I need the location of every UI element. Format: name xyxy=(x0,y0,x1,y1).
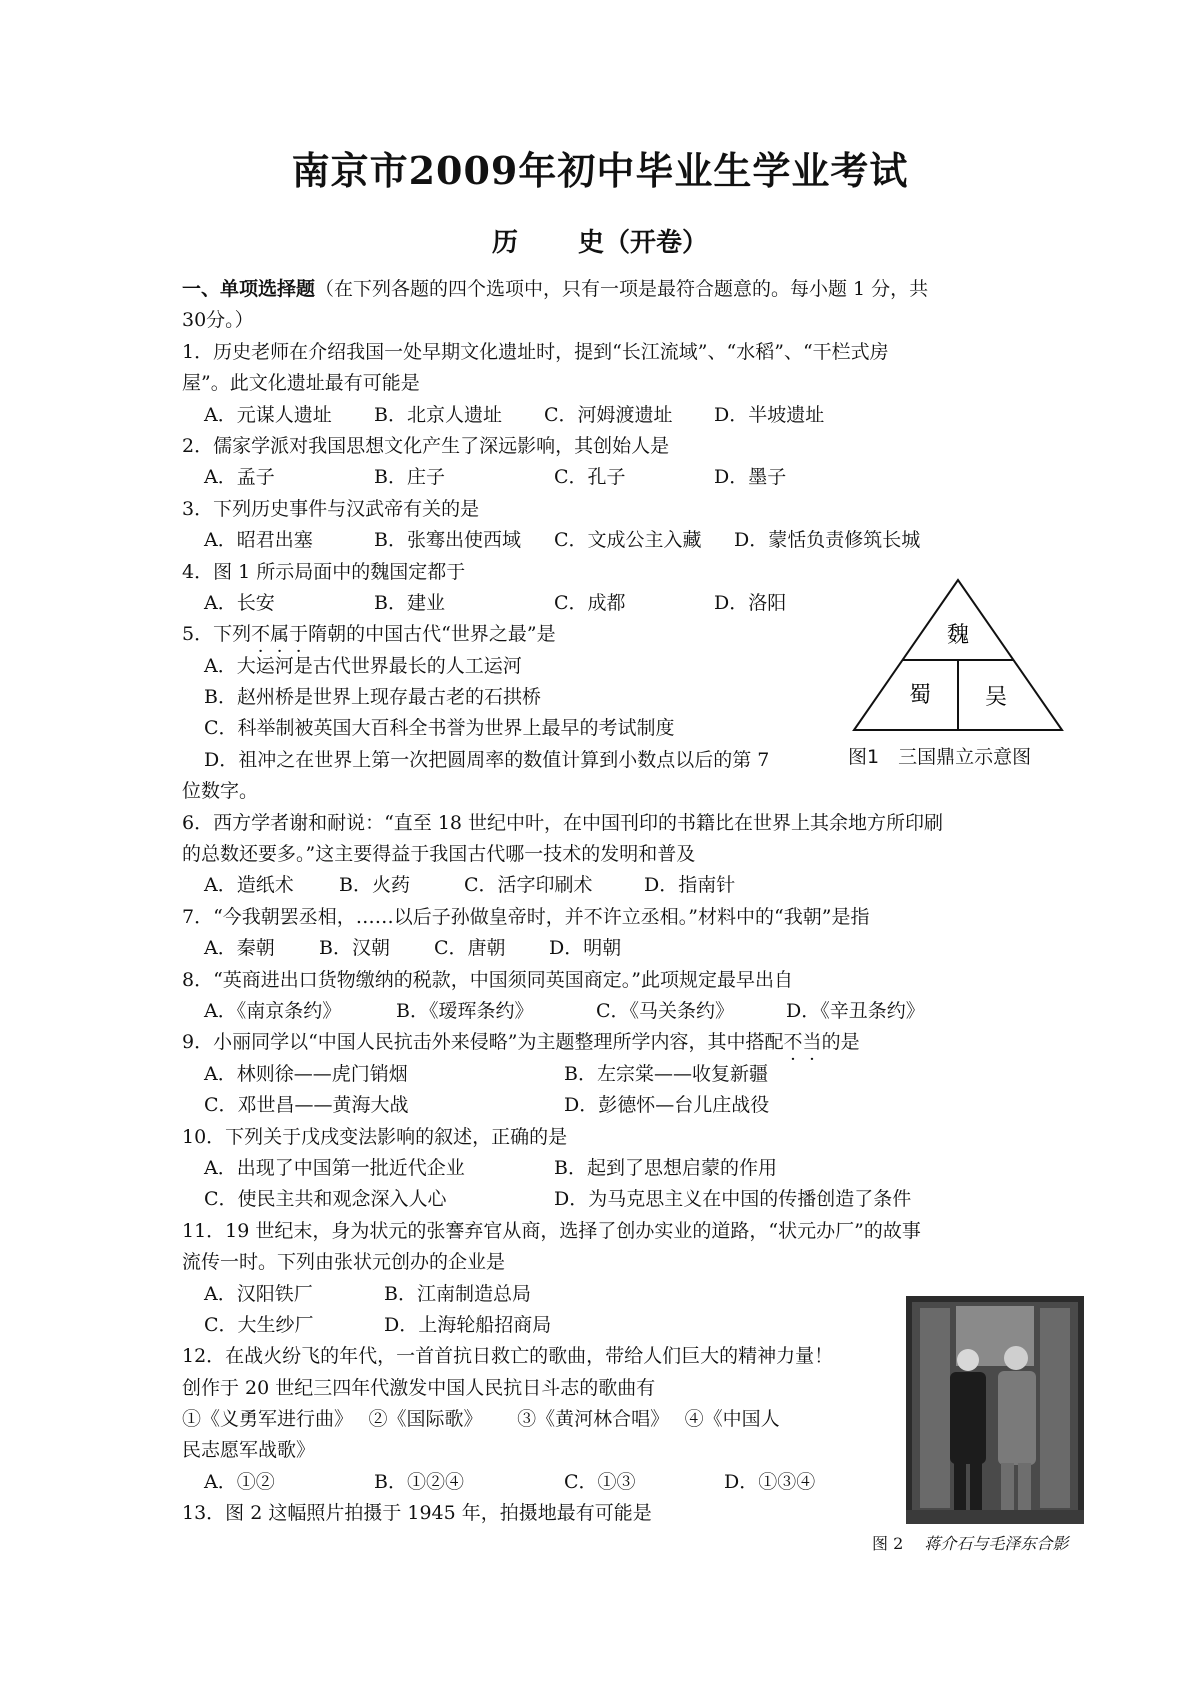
photo-icon xyxy=(906,1296,1084,1524)
option-a[interactable]: A．秦朝 xyxy=(204,937,275,960)
emphasis-char: 于 xyxy=(289,623,309,646)
figure-1-label-wu: 吴 xyxy=(984,685,1008,710)
question-5-option-c[interactable]: C．科举制被英国大百科全书誉为世界上最早的考试制度 xyxy=(204,717,675,740)
page-title: 南京市2009年初中毕业生学业考试 xyxy=(291,148,909,193)
question-4-stem: 4．图 1 所示局面中的魏国定都于 xyxy=(182,560,466,583)
option-a[interactable]: A．造纸术 xyxy=(204,874,294,897)
question-13-stem: 13．图 2 这幅照片拍摄于 1945 年，拍摄地最有可能是 xyxy=(182,1502,652,1525)
option-b[interactable]: B．左宗棠——收复新疆 xyxy=(564,1062,768,1085)
option-b[interactable]: B．起到了思想启蒙的作用 xyxy=(554,1156,777,1179)
option-a[interactable]: A．林则徐——虎门销烟 xyxy=(204,1062,408,1085)
question-12-stem: 12．在战火纷飞的年代，一首首抗日救亡的歌曲，带给人们巨大的精神力量！ xyxy=(182,1345,834,1368)
option-c[interactable]: C．孔子 xyxy=(554,466,626,489)
question-11-options-row1 xyxy=(182,1279,1022,1310)
option-b[interactable]: B．庄子 xyxy=(374,466,445,489)
section-instructions-cont: 30分。） xyxy=(182,309,254,332)
option-a[interactable]: A．长安 xyxy=(204,591,275,614)
question-6-stem: 6．西方学者谢和耐说：“直至 18 世纪中叶，在中国刊印的书籍比在世界上其余地方所印刷 xyxy=(182,811,944,834)
question-10-stem: 10．下列关于戊戌变法影响的叙述，正确的是 xyxy=(182,1125,568,1148)
option-a[interactable]: A．《南京条约》 xyxy=(204,999,342,1022)
option-b[interactable]: B．建业 xyxy=(374,591,445,614)
option-a[interactable]: A．孟子 xyxy=(204,466,275,489)
question-2-options xyxy=(182,462,1022,493)
option-a[interactable]: A．元谋人遗址 xyxy=(204,403,332,426)
question-5-option-d[interactable]: D．祖冲之在世界上第一次把圆周率的数值计算到小数点以后的第 7 xyxy=(204,748,770,771)
option-d[interactable]: D．彭德怀—台儿庄战役 xyxy=(564,1094,770,1117)
option-c[interactable]: C．①③ xyxy=(564,1470,636,1493)
section-heading-line xyxy=(182,274,1022,305)
emphasis-char: 不 xyxy=(251,623,271,646)
emphasis-char: 属 xyxy=(270,623,290,646)
option-c[interactable]: C．河姆渡遗址 xyxy=(544,403,673,426)
option-c[interactable]: C．使民主共和观念深入人心 xyxy=(204,1188,447,1211)
option-d[interactable]: D．①③④ xyxy=(724,1470,816,1493)
question-9-stem-post: 的是 xyxy=(821,1031,860,1054)
option-d[interactable]: D．半坡遗址 xyxy=(714,403,825,426)
option-c[interactable]: C．邓世昌——黄海大战 xyxy=(204,1094,409,1117)
option-d[interactable]: D．为马克思主义在中国的传播创造了条件 xyxy=(554,1188,912,1211)
question-1-stem: 1．历史老师在介绍我国一处早期文化遗址时，提到“长江流域”、“水稻”、“干栏式房 xyxy=(182,340,889,363)
option-c[interactable]: C．成都 xyxy=(554,591,626,614)
figure-2-caption-label: 图 2 xyxy=(872,1534,904,1553)
question-5-stem-pre: 5．下列 xyxy=(182,623,252,646)
question-1-options xyxy=(182,400,1022,431)
question-list xyxy=(182,274,1022,1530)
option-b[interactable]: B．江南制造总局 xyxy=(384,1282,531,1305)
option-d[interactable]: D．《辛丑条约》 xyxy=(786,999,925,1022)
option-d[interactable]: D．蒙恬负责修筑长城 xyxy=(734,529,921,552)
option-a[interactable]: A．①② xyxy=(204,1470,275,1493)
question-6-options xyxy=(182,870,1022,901)
option-d[interactable]: D．明朝 xyxy=(549,937,622,960)
emphasis-char: 不 xyxy=(783,1031,803,1054)
section-instructions: （在下列各题的四个选项中，只有一项是最符合题意的。每小题 1 分，共 xyxy=(315,278,929,300)
option-d[interactable]: D．上海轮船招商局 xyxy=(384,1313,552,1336)
question-12-items: ①《义勇军进行曲》 ②《国际歌》 ③《黄河林合唱》 ④《中国人 xyxy=(182,1408,780,1431)
figure-1-caption: 图1 三国鼎立示意图 xyxy=(848,746,1032,768)
option-b[interactable]: B．①②④ xyxy=(374,1470,464,1493)
question-3-options xyxy=(182,525,1022,556)
option-b[interactable]: B．北京人遗址 xyxy=(374,403,502,426)
figure-1-label-shu: 蜀 xyxy=(908,683,932,708)
question-11-options-row2 xyxy=(182,1310,1022,1341)
option-c[interactable]: C．《马关条约》 xyxy=(596,999,735,1022)
question-12-items-cont: 民志愿军战歌》 xyxy=(182,1439,316,1462)
option-a[interactable]: A．汉阳铁厂 xyxy=(204,1282,313,1305)
option-c[interactable]: C．唐朝 xyxy=(434,937,506,960)
option-c[interactable]: C．活字印刷术 xyxy=(464,874,593,897)
question-5-option-d-cont: 位数字。 xyxy=(182,780,259,803)
question-3-stem: 3．下列历史事件与汉武帝有关的是 xyxy=(182,497,480,520)
question-9-emphasis xyxy=(784,1031,822,1053)
figure-2-photo xyxy=(906,1296,1084,1524)
question-1-stem-cont: 屋”。此文化遗址最有可能是 xyxy=(182,372,420,395)
emphasis-char: 当 xyxy=(802,1031,822,1054)
question-12-options xyxy=(182,1467,1022,1498)
question-8-stem: 8．“英商进出口货物缴纳的税款，中国须同英国商定。”此项规定最早出自 xyxy=(182,968,794,991)
figure-1-label-wei: 魏 xyxy=(946,623,970,648)
option-c[interactable]: C．大生纱厂 xyxy=(204,1313,314,1336)
option-b[interactable]: B．张骞出使西域 xyxy=(374,529,521,552)
question-9-options-row1 xyxy=(182,1059,1022,1090)
question-5-stem-post: 隋朝的中国古代“世界之最”是 xyxy=(308,623,556,646)
option-b[interactable]: B．火药 xyxy=(339,874,410,897)
question-6-stem-cont: 的总数还要多。”这主要得益于我国古代哪一技术的发明和普及 xyxy=(182,843,696,866)
question-5-emphasis xyxy=(251,623,308,645)
option-d[interactable]: D．指南针 xyxy=(644,874,736,897)
question-11-stem: 11．19 世纪末，身为状元的张謇弃官从商，选择了创办实业的道路，“状元办厂”的故事 xyxy=(182,1219,921,1242)
question-11-stem-cont: 流传一时。下列由张状元创办的企业是 xyxy=(182,1251,506,1274)
question-9-options-row2 xyxy=(182,1090,1022,1121)
question-12-stem-cont: 创作于 20 世纪三四年代激发中国人民抗日斗志的歌曲有 xyxy=(182,1376,656,1399)
question-5-option-a[interactable]: A．大运河是古代世界最长的人工运河 xyxy=(204,654,522,677)
option-a[interactable]: A．出现了中国第一批近代企业 xyxy=(204,1156,465,1179)
subtitle-part-1: 历 xyxy=(491,228,518,258)
page-subtitle xyxy=(0,222,1200,259)
question-9-stem-pre: 9．小丽同学以“中国人民抗击外来侵略”为主题整理所学内容，其中搭配 xyxy=(182,1031,784,1054)
question-9-stem xyxy=(182,1027,1022,1058)
section-heading: 一、单项选择题 xyxy=(182,278,316,300)
question-5-option-b[interactable]: B．赵州桥是世界上现存最古老的石拱桥 xyxy=(204,686,541,709)
option-d[interactable]: D．洛阳 xyxy=(714,591,787,614)
option-c[interactable]: C．文成公主入藏 xyxy=(554,529,702,552)
question-2-stem: 2．儒家学派对我国思想文化产生了深远影响，其创始人是 xyxy=(182,434,670,457)
figure-2-caption-text: 蒋介石与毛泽东合影 xyxy=(924,1534,1069,1553)
triangle-diagram-icon xyxy=(848,576,1088,746)
subtitle-part-2: 史（开卷） xyxy=(578,228,709,258)
question-8-options xyxy=(182,996,1022,1027)
option-b[interactable]: B．《瑷珲条约》 xyxy=(396,999,534,1022)
question-7-options xyxy=(182,933,1022,964)
option-b[interactable]: B．汉朝 xyxy=(319,937,390,960)
question-10-options-row2 xyxy=(182,1184,1022,1215)
option-d[interactable]: D．墨子 xyxy=(714,466,787,489)
question-10-options-row1 xyxy=(182,1153,1022,1184)
figure-2-caption xyxy=(872,1531,1112,1554)
option-a[interactable]: A．昭君出塞 xyxy=(204,529,313,552)
question-7-stem: 7．“今我朝罢丞相，……以后子孙做皇帝时，并不许立丞相。”材料中的“我朝”是指 xyxy=(182,905,870,928)
